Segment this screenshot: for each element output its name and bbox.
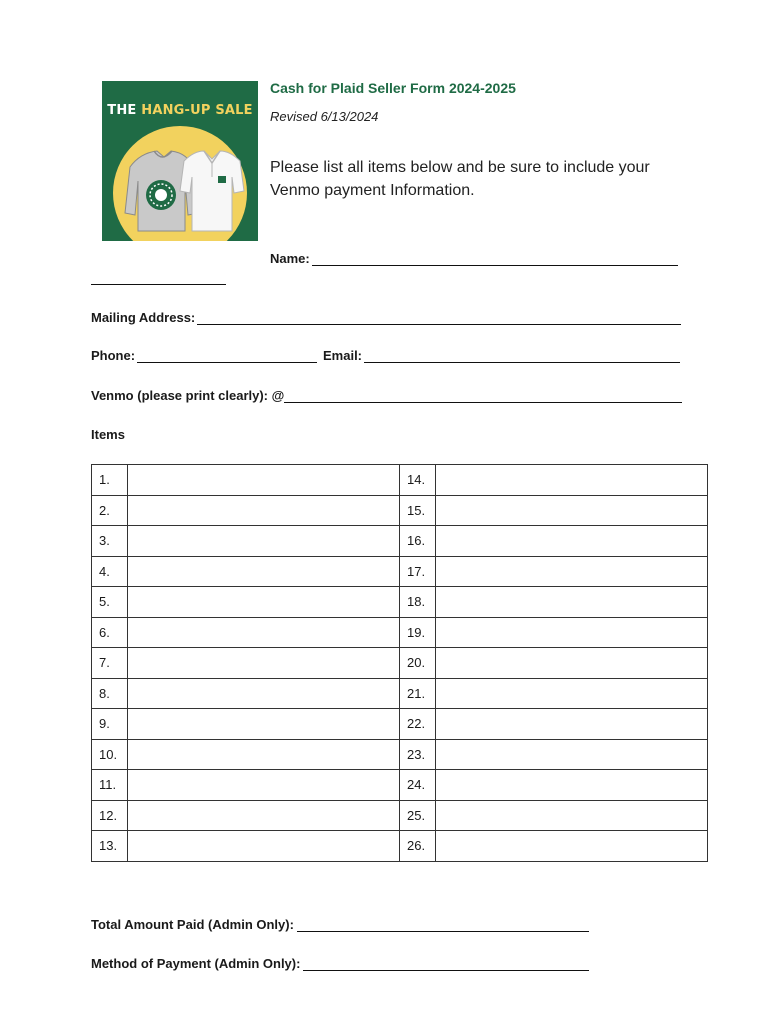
- mailing-address-field[interactable]: [91, 310, 681, 325]
- logo-title: [102, 103, 258, 118]
- item-number-left: 11.: [92, 770, 128, 801]
- table-row: [92, 831, 708, 862]
- item-entry-left[interactable]: [128, 617, 400, 648]
- item-number-left: 6.: [92, 617, 128, 648]
- item-entry-right[interactable]: [436, 617, 708, 648]
- email-label: Email:: [323, 348, 363, 363]
- form-title: Cash for Plaid Seller Form 2024-2025: [270, 80, 516, 96]
- table-row: [92, 709, 708, 740]
- name-line[interactable]: [312, 252, 678, 266]
- item-entry-left[interactable]: [128, 831, 400, 862]
- item-entry-left[interactable]: [128, 526, 400, 557]
- item-number-right: 21.: [400, 678, 436, 709]
- item-number-right: 15.: [400, 495, 436, 526]
- phone-label: Phone:: [91, 348, 136, 363]
- item-number-right: 24.: [400, 770, 436, 801]
- name-field[interactable]: [270, 251, 678, 266]
- item-number-left: 9.: [92, 709, 128, 740]
- item-number-left: 1.: [92, 465, 128, 496]
- name-line-continuation[interactable]: [91, 271, 226, 285]
- venmo-line[interactable]: [284, 389, 682, 403]
- email-line[interactable]: [364, 349, 680, 363]
- item-number-right: 20.: [400, 648, 436, 679]
- item-number-left: 2.: [92, 495, 128, 526]
- item-entry-right[interactable]: [436, 800, 708, 831]
- item-entry-left[interactable]: [128, 495, 400, 526]
- item-entry-left[interactable]: [128, 709, 400, 740]
- item-entry-left[interactable]: [128, 770, 400, 801]
- item-number-left: 8.: [92, 678, 128, 709]
- payment-method-line[interactable]: [303, 957, 589, 971]
- item-number-right: 16.: [400, 526, 436, 557]
- table-row: [92, 617, 708, 648]
- table-row: [92, 556, 708, 587]
- items-table: [91, 464, 708, 862]
- phone-field[interactable]: [91, 348, 317, 363]
- table-row: [92, 739, 708, 770]
- item-number-left: 12.: [92, 800, 128, 831]
- item-entry-left[interactable]: [128, 739, 400, 770]
- table-row: [92, 587, 708, 618]
- venmo-field[interactable]: [91, 388, 682, 403]
- item-number-right: 18.: [400, 587, 436, 618]
- payment-method-field[interactable]: [91, 956, 589, 971]
- revised-date: Revised 6/13/2024: [270, 109, 379, 124]
- item-number-left: 3.: [92, 526, 128, 557]
- email-field[interactable]: [323, 348, 680, 363]
- item-entry-left[interactable]: [128, 648, 400, 679]
- item-number-left: 5.: [92, 587, 128, 618]
- phone-line[interactable]: [137, 349, 317, 363]
- payment-method-label: Method of Payment (Admin Only):: [91, 956, 301, 971]
- instructions-text: Please list all items below and be sure to include your Venmo payment Information.: [270, 159, 650, 199]
- item-number-right: 17.: [400, 556, 436, 587]
- item-number-right: 23.: [400, 739, 436, 770]
- table-row: [92, 495, 708, 526]
- item-number-right: 19.: [400, 617, 436, 648]
- name-field-continuation[interactable]: [91, 271, 226, 285]
- total-paid-line[interactable]: [297, 918, 589, 932]
- item-entry-right[interactable]: [436, 739, 708, 770]
- total-paid-label: Total Amount Paid (Admin Only):: [91, 917, 294, 932]
- venmo-label: Venmo (please print clearly): @: [91, 388, 285, 403]
- hang-up-sale-logo: [102, 81, 258, 241]
- item-entry-left[interactable]: [128, 800, 400, 831]
- item-entry-left[interactable]: [128, 465, 400, 496]
- item-entry-right[interactable]: [436, 587, 708, 618]
- name-label: Name:: [270, 251, 310, 266]
- item-entry-right[interactable]: [436, 556, 708, 587]
- item-entry-right[interactable]: [436, 831, 708, 862]
- item-entry-right[interactable]: [436, 709, 708, 740]
- table-row: [92, 465, 708, 496]
- item-entry-left[interactable]: [128, 678, 400, 709]
- items-heading: Items: [91, 427, 125, 442]
- item-entry-right[interactable]: [436, 526, 708, 557]
- item-entry-right[interactable]: [436, 678, 708, 709]
- item-number-right: 22.: [400, 709, 436, 740]
- item-entry-right[interactable]: [436, 648, 708, 679]
- table-row: [92, 678, 708, 709]
- item-entry-right[interactable]: [436, 770, 708, 801]
- item-number-left: 13.: [92, 831, 128, 862]
- table-row: [92, 526, 708, 557]
- item-entry-left[interactable]: [128, 587, 400, 618]
- item-number-right: 26.: [400, 831, 436, 862]
- total-paid-field[interactable]: [91, 917, 589, 932]
- mailing-address-label: Mailing Address:: [91, 310, 196, 325]
- table-row: [92, 770, 708, 801]
- logo-title-accent: HANG-UP SALE: [141, 103, 253, 118]
- item-entry-right[interactable]: [436, 465, 708, 496]
- table-row: [92, 800, 708, 831]
- item-number-right: 25.: [400, 800, 436, 831]
- item-number-left: 10.: [92, 739, 128, 770]
- logo-title-white: THE: [107, 103, 142, 118]
- item-entry-right[interactable]: [436, 495, 708, 526]
- mailing-address-line[interactable]: [197, 311, 681, 325]
- item-number-left: 4.: [92, 556, 128, 587]
- item-number-left: 7.: [92, 648, 128, 679]
- item-entry-left[interactable]: [128, 556, 400, 587]
- item-number-right: 14.: [400, 465, 436, 496]
- table-row: [92, 648, 708, 679]
